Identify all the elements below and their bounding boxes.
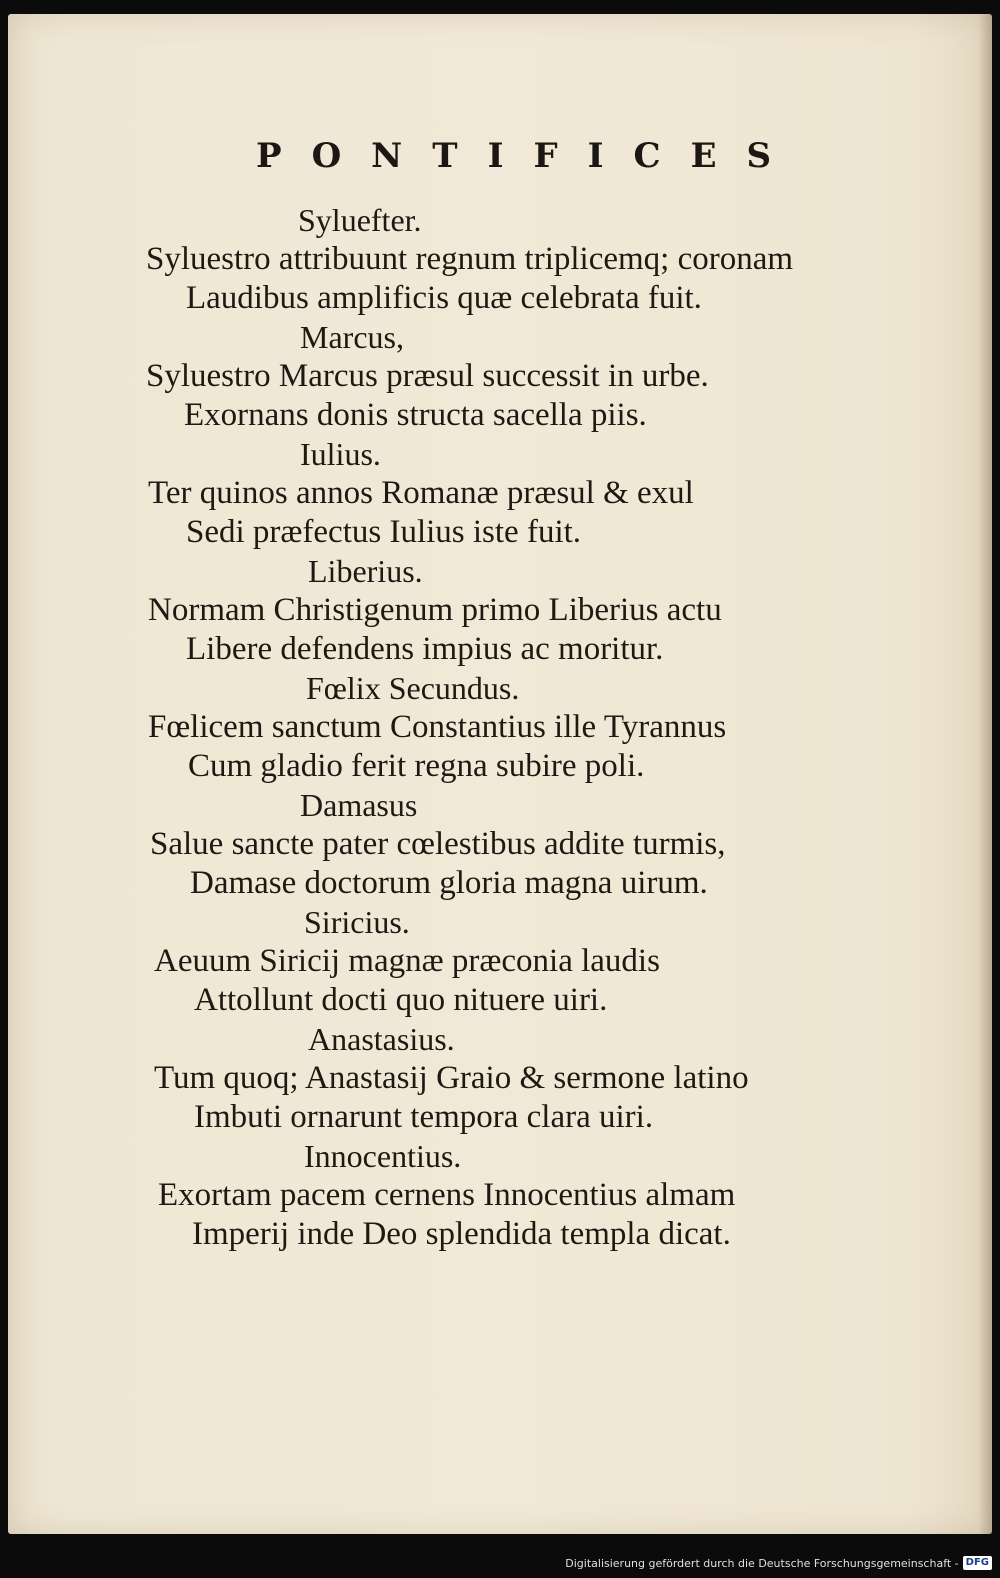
dfg-logo: DFG [963,1556,992,1570]
verse-line: Cum gladio ferit regna subire poli. [188,748,645,784]
pope-name-line: Liberius. [308,553,423,589]
pope-name-line: Marcus, [300,319,404,355]
verse-line: Sedi præfectus Iulius iste fuit. [186,514,582,550]
book-page [8,14,992,1534]
verse-line: Ter quinos annos Romanæ præsul & exul [148,475,694,511]
verse-line: Fœlicem sanctum Constantius ille Tyrannus [148,709,727,745]
verse-line: Laudibus amplificis quæ celebrata fuit. [186,280,702,316]
verse-line: Exortam pacem cernens Innocentius almam [158,1177,736,1213]
page-edge-shadow [978,14,992,1534]
verse-line: Salue sancte pater cœlestibus addite turmis, [150,826,726,862]
pope-name-line: Iulius. [300,436,381,472]
verse-line: Aeuum Siricij magnæ præconia laudis [154,943,660,979]
pope-name-line: Innocentius. [304,1138,462,1174]
verse-line: Attollunt docti quo nituere uiri. [194,982,608,1018]
verse-line: Syluestro Marcus præsul successit in urbe. [146,358,709,394]
pope-name-line: Siricius. [304,904,410,940]
verse-line: Tum quoq; Anastasij Graio & sermone latino [154,1060,749,1096]
pope-name-line: Fœlix Secundus. [306,670,520,706]
verse-line: Exornans donis structa sacella piis. [184,397,647,433]
digitization-credit [565,1552,992,1574]
verse-line: Damase doctorum gloria magna uirum. [190,865,708,901]
verse-line: Syluestro attribuunt regnum triplicemq; coronam [146,241,794,277]
pope-name-line: Anastasius. [308,1021,455,1057]
pope-name-line: Syluefter. [298,202,422,238]
verse-line: Imperij inde Deo splendida templa dicat. [192,1216,731,1252]
pope-name-line: Damasus [300,787,418,823]
credit-text: Digitalisierung gefördert durch die Deutsche Forschungsgemeinschaft - [565,1556,959,1570]
verse-line: Imbuti ornarunt tempora clara uiri. [194,1099,654,1135]
verse-line: Normam Christigenum primo Liberius actu [148,592,722,628]
running-head: PONTIFICES [256,136,802,176]
verse-line: Libere defendens impius ac moritur. [186,631,664,667]
